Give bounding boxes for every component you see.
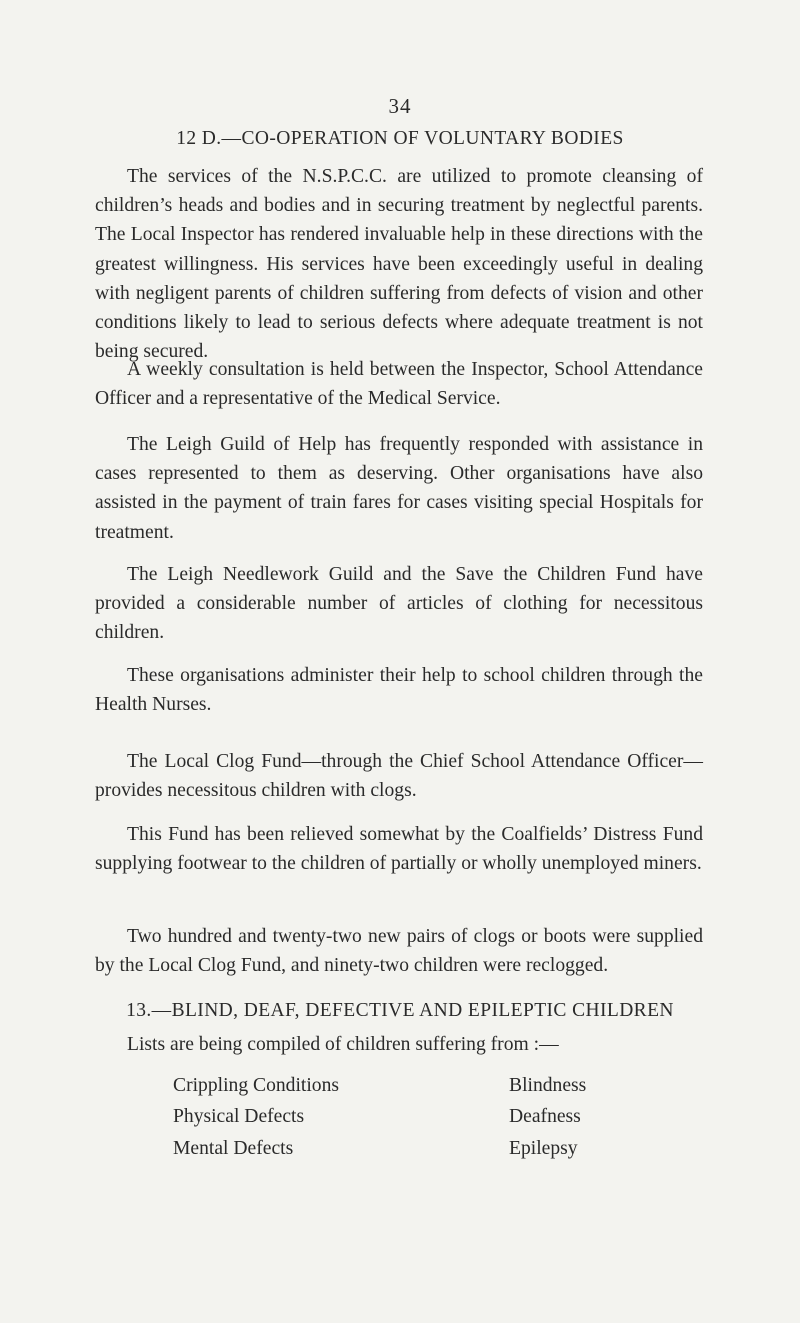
paragraph-nspcc: The services of the N.S.P.C.C. are utilized to promote cleansing of children’s heads and bodies and in securing treatment by neglectful parents. The Local Inspector has rendered invaluable help in these directions with the greatest willingness. His services have been exceedingly useful in dealing with negligent parents of children suffering from defects of vision and other conditions likely to lead to serious defects where adequate treatment is not being secured. bbox=[95, 166, 703, 363]
paragraph-weekly-consultation: A weekly consultation is held between the Inspector, School Attendance Officer and a representative of the Medical Service. bbox=[95, 359, 703, 410]
paragraph-health-nurses: These organisations administer their help to school children through the Health Nurses. bbox=[95, 665, 703, 716]
condition-physical-defects: Physical Defects bbox=[173, 1106, 305, 1127]
condition-epilepsy: Epilepsy bbox=[509, 1138, 578, 1159]
paragraph-clog-fund: The Local Clog Fund—through the Chief School Attendance Officer—provides necessitous children with clogs. bbox=[95, 751, 703, 802]
paragraph-coalfields-fund: This Fund has been relieved somewhat by the Coalfields’ Distress Fund supplying footwear to the children of partially or wholly unemployed miners. bbox=[95, 824, 703, 875]
page-number: 34 bbox=[388, 94, 412, 118]
paragraph-guild-of-help: The Leigh Guild of Help has frequently responded with assistance in cases represented to them as deserving. Other organisations have also assisted in the payment of train fares for cases visiting special Hospitals for treatment. bbox=[95, 434, 703, 543]
paragraph-clogs-supplied: Two hundred and twenty-two new pairs of clogs or boots were supplied by the Local Clog Fund, and ninety-two children were reclogged. bbox=[95, 926, 703, 977]
condition-blindness: Blindness bbox=[509, 1075, 587, 1096]
conditions-lead: Lists are being compiled of children suffering from :— bbox=[127, 1034, 559, 1055]
section-13-heading: 13.—BLIND, DEAF, DEFECTIVE AND EPILEPTIC CHILDREN bbox=[126, 1000, 674, 1021]
paragraph-needlework-guild: The Leigh Needlework Guild and the Save the Children Fund have provided a considerable number of articles of clothing for necessitous children. bbox=[95, 564, 703, 644]
section-12d-heading: 12 D.—CO-OPERATION OF VOLUNTARY BODIES bbox=[176, 128, 624, 149]
condition-crippling: Crippling Conditions bbox=[173, 1075, 340, 1096]
condition-mental-defects: Mental Defects bbox=[173, 1138, 294, 1159]
condition-deafness: Deafness bbox=[509, 1106, 581, 1127]
